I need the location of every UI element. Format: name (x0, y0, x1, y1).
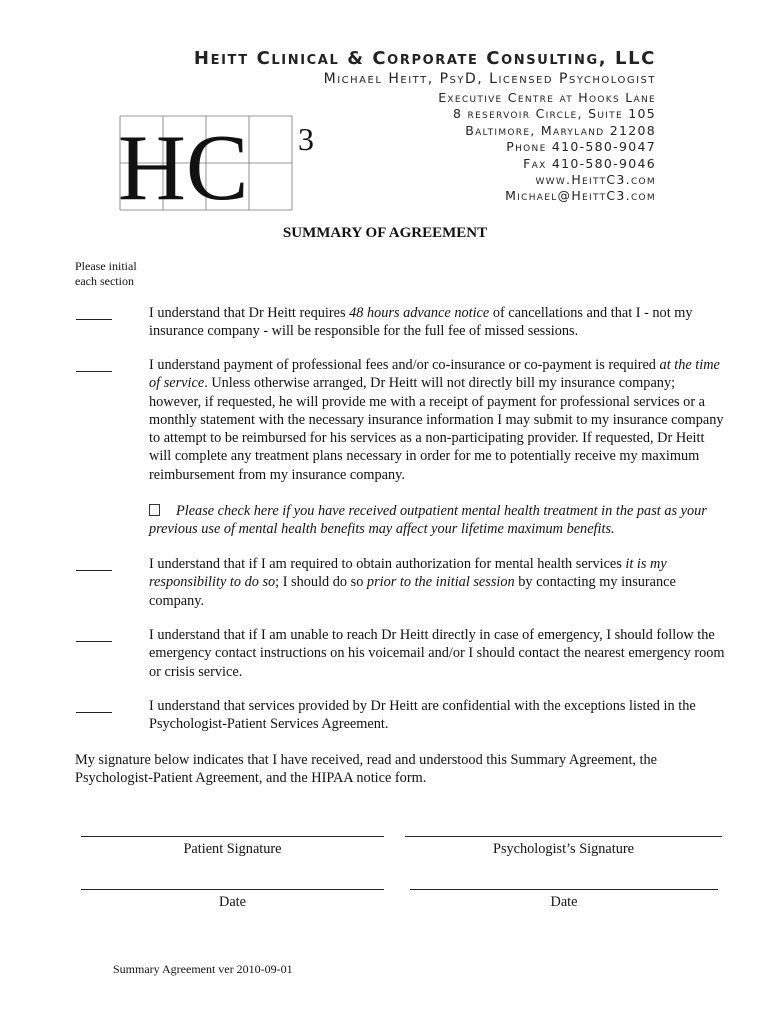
page-title: SUMMARY OF AGREEMENT (282, 225, 488, 241)
signature-statement: My signature below indicates that I have received, read and understood this Summary Agreement, the Psychologist-Patient Agreement, and the HIPAA notice form. (75, 752, 658, 787)
prior-treatment-check: Please check here if you have received outpatient mental health treatment in the past as your previous use of mental health benefits may affect your lifetime maximum benefits. (149, 503, 707, 538)
patient-date-label: Date (219, 894, 246, 910)
email-line: Michael@HeittC3.com (505, 188, 656, 204)
patient-date-line[interactable] (81, 889, 384, 890)
website-line: www.HeittC3.com (535, 172, 656, 188)
patient-signature-line[interactable] (81, 836, 384, 837)
section-authorization: I understand that if I am required to obtain authorization for mental health services it is my responsibility to do so; I should do so prior to the initial session by contacting my insurance company. (149, 556, 676, 609)
address-line: Executive Centre at Hooks Lane (438, 90, 656, 105)
initial-field-4[interactable] (76, 627, 112, 642)
section-cancellations: I understand that Dr Heitt requires 48 hours advance notice of cancellations and that I - not my insurance company - will be responsible for the full fee of missed sessions. (149, 305, 693, 340)
instruction-line-1: Please initial (75, 259, 137, 273)
address-block (438, 90, 656, 205)
address-line: Baltimore, Maryland 21208 (465, 122, 656, 138)
phone-line: Phone 410-580-9047 (506, 139, 656, 155)
initial-field-1[interactable] (76, 305, 112, 320)
psychologist-signature-line[interactable] (405, 836, 722, 837)
patient-signature-label: Patient Signature (183, 841, 282, 857)
prior-treatment-checkbox[interactable] (149, 504, 160, 516)
psychologist-date-line[interactable] (410, 889, 718, 890)
address-line: 8 reservoir Circle, Suite 105 (452, 106, 656, 122)
version-footer: Summary Agreement ver 2010-09-01 (113, 962, 293, 976)
logo-letters: HC (118, 116, 249, 212)
psychologist-name: Michael Heitt, PsyD, Licensed Psychologist (323, 71, 656, 87)
initial-field-2[interactable] (76, 357, 112, 372)
section-emergency: I understand that if I am unable to reach Dr Heitt directly in case of emergency, I should follow the emergency contact instructions on his voicemail and/or I should contact the nearest emergency room or crisis service. (149, 627, 725, 680)
initial-field-5[interactable] (76, 698, 112, 713)
fax-line: Fax 410-580-9046 (523, 155, 656, 171)
psychologist-signature-label: Psychologist’s Signature (493, 841, 634, 857)
instruction-line-2: each section (75, 274, 134, 288)
firm-name: Heitt Clinical & Corporate Consulting, LLC (193, 48, 656, 69)
hc3-logo (118, 112, 328, 212)
logo-superscript: 3 (298, 121, 314, 157)
section-confidentiality: I understand that services provided by Dr Heitt are confidential with the exceptions listed in the Psychologist-Patient Services Agreement. (149, 698, 696, 733)
section-payment: I understand payment of professional fees and/or co-insurance or co-payment is required at the time of service. Unless otherwise arranged, Dr Heitt will not directly bill my insurance company; however, if requested, he will provide me with a receipt of payment for professional services or a monthly statement with the necessary insurance information I may submit to my insurance company to attempt to be reimbursed for his services as a non-participating provider. If requested, Dr Heitt will complete any treatment plans necessary in order for me to potentially receive my maximum reimbursement from my insurance company. (149, 357, 724, 483)
psychologist-date-label: Date (550, 894, 578, 910)
initial-field-3[interactable] (76, 556, 112, 571)
